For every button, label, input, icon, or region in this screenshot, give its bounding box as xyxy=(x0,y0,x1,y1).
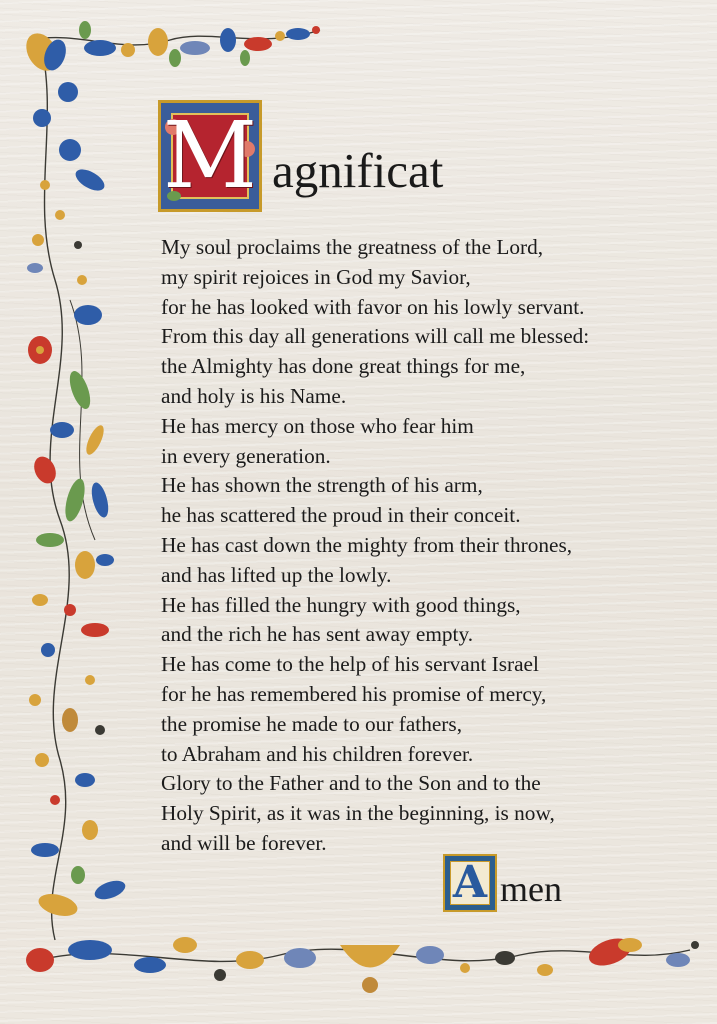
verse-line: and holy is his Name. xyxy=(161,383,347,408)
illuminated-initial-a xyxy=(443,854,497,912)
verse-line: to Abraham and his children forever. xyxy=(161,741,474,766)
initial-a-letter: A xyxy=(452,857,488,908)
verse-line: He has mercy on those who fear him xyxy=(161,413,474,438)
verse-line: my spirit rejoices in God my Savior, xyxy=(161,264,471,289)
verse-line: Holy Spirit, as it was in the beginning, is now, xyxy=(161,801,555,826)
canticle-text xyxy=(161,233,589,859)
verse-line: and will be forever. xyxy=(161,830,327,855)
verse-line: He has filled the hungry with good things, xyxy=(161,592,521,617)
verse-line: and the rich he has sent away empty. xyxy=(161,622,474,647)
verse-line: My soul proclaims the greatness of the Lord, xyxy=(161,235,544,259)
verse-line: Glory to the Father and to the Son and to the xyxy=(161,771,541,796)
illuminated-initial-m xyxy=(158,100,262,212)
verse-line: for he has remembered his promise of mercy, xyxy=(161,681,547,706)
verse-line: in every generation. xyxy=(161,443,331,468)
verse-line: he has scattered the proud in their conceit. xyxy=(161,503,521,528)
verse-line: He has come to the help of his servant Israel xyxy=(161,652,539,677)
closing-text: men xyxy=(500,869,562,909)
verse-line: From this day all generations will call me blessed: xyxy=(161,324,590,349)
title-text: agnificat xyxy=(272,143,444,198)
verse-line: He has shown the strength of his arm, xyxy=(161,473,483,498)
verse-line: for he has looked with favor on his lowly servant. xyxy=(161,294,585,319)
verse-line: the promise he made to our fathers, xyxy=(161,711,463,736)
verse-line: the Almighty has done great things for me, xyxy=(161,354,526,379)
verse-line: He has cast down the mighty from their thrones, xyxy=(161,532,573,557)
initial-m-letter: M xyxy=(162,102,258,209)
verse-line: and has lifted up the lowly. xyxy=(161,562,392,587)
